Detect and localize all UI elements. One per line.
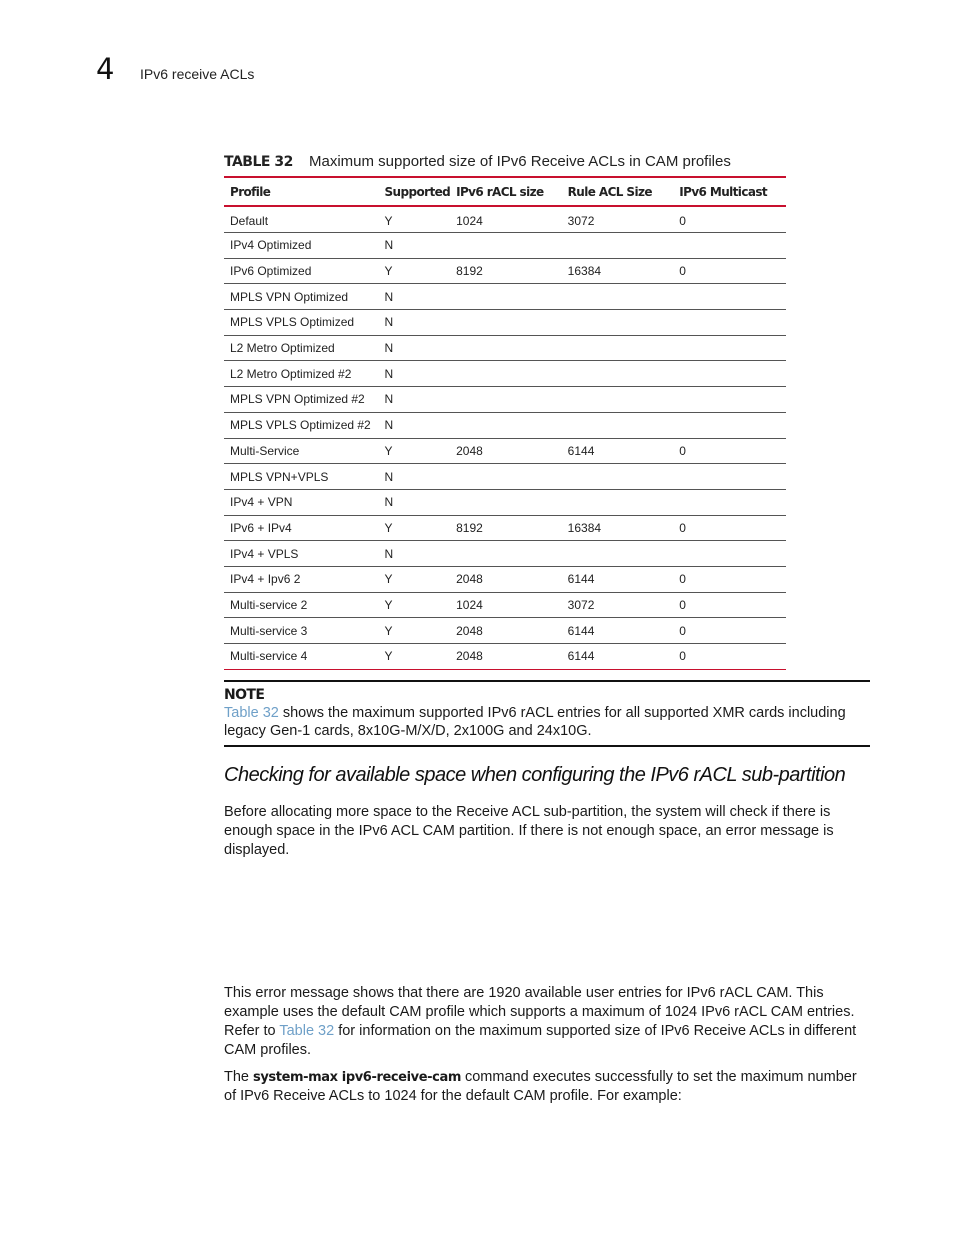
table-cell: Y xyxy=(379,644,451,670)
table-cell: 6144 xyxy=(562,566,674,592)
table-cell xyxy=(673,284,786,310)
table-row xyxy=(224,206,786,233)
table-cell: MPLS VPN+VPLS xyxy=(224,464,379,490)
cam-profile-table xyxy=(224,176,786,670)
table-row xyxy=(224,310,786,336)
table-cell: Y xyxy=(379,258,451,284)
table-cell xyxy=(562,335,674,361)
table-cell: Y xyxy=(379,438,451,464)
table-cell: 0 xyxy=(673,618,786,644)
table-cell: 2048 xyxy=(450,644,562,670)
command-name: system-max ipv6-receive-cam xyxy=(253,1070,461,1085)
table-cell: 0 xyxy=(673,644,786,670)
table-cell: N xyxy=(379,310,451,336)
table-cell xyxy=(673,489,786,515)
table-cell: IPv4 Optimized xyxy=(224,233,379,259)
table-cell: N xyxy=(379,412,451,438)
table-cell xyxy=(450,284,562,310)
table-link[interactable]: Table 32 xyxy=(224,705,279,721)
column-header: IPv6 rACL size xyxy=(450,177,562,206)
table-row xyxy=(224,541,786,567)
table-cell: 16384 xyxy=(562,258,674,284)
paragraph-text: The xyxy=(224,1069,254,1085)
table-row xyxy=(224,258,786,284)
column-header: Rule ACL Size xyxy=(562,177,674,206)
table-cell: MPLS VPLS Optimized xyxy=(224,310,379,336)
table-cell: N xyxy=(379,361,451,387)
paragraph: Before allocating more space to the Receive ACL sub-partition, the system will check if there is enough space in the IPv6 ACL CAM partition. If there is not enough space, an error message is displayed. xyxy=(224,804,834,858)
note-body: shows the maximum supported IPv6 rACL entries for all supported XMR cards including legacy Gen-1 cards, 8x10G-M/X/D, 2x100G and 24x10G. xyxy=(224,705,846,739)
table-cell: N xyxy=(379,387,451,413)
table-cell xyxy=(562,387,674,413)
table-cell xyxy=(673,464,786,490)
table-cell xyxy=(673,335,786,361)
column-header: Supported xyxy=(379,177,451,206)
table-row xyxy=(224,566,786,592)
table-cell: Multi-service 2 xyxy=(224,592,379,618)
table-cell xyxy=(562,489,674,515)
table-cell: 16384 xyxy=(562,515,674,541)
table-cell xyxy=(450,361,562,387)
paragraph-text: for information on the maximum supported size of IPv6 Receive ACLs in different CAM profiles. xyxy=(224,1023,857,1058)
note-box xyxy=(224,680,870,747)
table-row xyxy=(224,464,786,490)
table-cell: N xyxy=(379,541,451,567)
table-cell xyxy=(450,541,562,567)
table-cell: Multi-service 3 xyxy=(224,618,379,644)
table-cell: 3072 xyxy=(562,592,674,618)
table-link[interactable]: Table 32 xyxy=(279,1023,335,1039)
table-cell xyxy=(562,233,674,259)
table-cell xyxy=(562,361,674,387)
table-cell: IPv4 + VPLS xyxy=(224,541,379,567)
table-row xyxy=(224,515,786,541)
table-cell: IPv6 + IPv4 xyxy=(224,515,379,541)
table-cell: 8192 xyxy=(450,515,562,541)
table-cell: N xyxy=(379,284,451,310)
table-cell xyxy=(673,310,786,336)
table-cell xyxy=(450,335,562,361)
table-cell: 1024 xyxy=(450,592,562,618)
table-cell xyxy=(450,387,562,413)
table-cell xyxy=(450,310,562,336)
table-row xyxy=(224,387,786,413)
table-cell: 0 xyxy=(673,206,786,233)
table-cell: Default xyxy=(224,206,379,233)
table-caption xyxy=(224,153,731,170)
paragraph xyxy=(224,984,870,1060)
table-row xyxy=(224,284,786,310)
table-cell: N xyxy=(379,335,451,361)
table-cell: N xyxy=(379,233,451,259)
table-cell: 2048 xyxy=(450,618,562,644)
table-caption-text: Maximum supported size of IPv6 Receive ACLs in CAM profiles xyxy=(309,153,731,170)
table-cell: Y xyxy=(379,566,451,592)
table-cell: 1024 xyxy=(450,206,562,233)
table-cell xyxy=(673,387,786,413)
table-cell xyxy=(450,233,562,259)
table-cell: 6144 xyxy=(562,438,674,464)
table-cell: 0 xyxy=(673,438,786,464)
table-cell: Multi-Service xyxy=(224,438,379,464)
table-row xyxy=(224,335,786,361)
table-cell: MPLS VPN Optimized xyxy=(224,284,379,310)
table-cell: Y xyxy=(379,592,451,618)
table-cell xyxy=(673,541,786,567)
table-cell xyxy=(450,412,562,438)
table-cell: Y xyxy=(379,515,451,541)
table-cell: 2048 xyxy=(450,438,562,464)
table-cell xyxy=(562,310,674,336)
table-cell: 8192 xyxy=(450,258,562,284)
note-text xyxy=(224,704,870,740)
chapter-number: 4 xyxy=(96,52,115,86)
table-row xyxy=(224,233,786,259)
column-header: Profile xyxy=(224,177,379,206)
table-cell: 0 xyxy=(673,566,786,592)
table-cell: Y xyxy=(379,618,451,644)
table-cell: MPLS VPLS Optimized #2 xyxy=(224,412,379,438)
table-cell xyxy=(673,412,786,438)
running-title: IPv6 receive ACLs xyxy=(140,66,255,82)
table-cell xyxy=(562,464,674,490)
column-header: IPv6 Multicast xyxy=(673,177,786,206)
table-header-row xyxy=(224,177,786,206)
table-cell: 6144 xyxy=(562,618,674,644)
table-cell: 2048 xyxy=(450,566,562,592)
table-body xyxy=(224,206,786,669)
table-row xyxy=(224,644,786,670)
table-row xyxy=(224,592,786,618)
table-label: TABLE 32 xyxy=(224,154,293,170)
section-heading: Checking for available space when configuring the IPv6 rACL sub-partition xyxy=(224,764,846,786)
paragraph-text: command executes successfully to set the maximum number of IPv6 Receive ACLs to 1024 for the default CAM profile. For example: xyxy=(224,1069,857,1104)
table-cell: L2 Metro Optimized #2 xyxy=(224,361,379,387)
table-cell: IPv4 + Ipv6 2 xyxy=(224,566,379,592)
table-cell: 3072 xyxy=(562,206,674,233)
table-cell: 6144 xyxy=(562,644,674,670)
table-cell: IPv4 + VPN xyxy=(224,489,379,515)
table-cell: N xyxy=(379,464,451,490)
table-cell: L2 Metro Optimized xyxy=(224,335,379,361)
table-cell xyxy=(673,233,786,259)
table-row xyxy=(224,361,786,387)
table-cell: N xyxy=(379,489,451,515)
paragraph-text: This error message shows that there are 1920 available user entries for IPv6 rACL CAM. This example uses the default CAM profile which supports a maximum of 1024 IPv6 rACL CAM entries. Refer to xyxy=(224,985,855,1039)
note-title: NOTE xyxy=(224,687,265,703)
table-cell: MPLS VPN Optimized #2 xyxy=(224,387,379,413)
table-cell xyxy=(562,284,674,310)
table-cell xyxy=(450,489,562,515)
paragraph xyxy=(224,1068,870,1106)
table-cell: Multi-service 4 xyxy=(224,644,379,670)
table-cell: 0 xyxy=(673,258,786,284)
table-row xyxy=(224,412,786,438)
table-cell xyxy=(562,541,674,567)
table-cell xyxy=(450,464,562,490)
table-cell: 0 xyxy=(673,515,786,541)
table-cell: IPv6 Optimized xyxy=(224,258,379,284)
table-cell: Y xyxy=(379,206,451,233)
table-row xyxy=(224,438,786,464)
table-cell: 0 xyxy=(673,592,786,618)
table-row xyxy=(224,489,786,515)
table-cell xyxy=(673,361,786,387)
table-cell xyxy=(562,412,674,438)
table-row xyxy=(224,618,786,644)
